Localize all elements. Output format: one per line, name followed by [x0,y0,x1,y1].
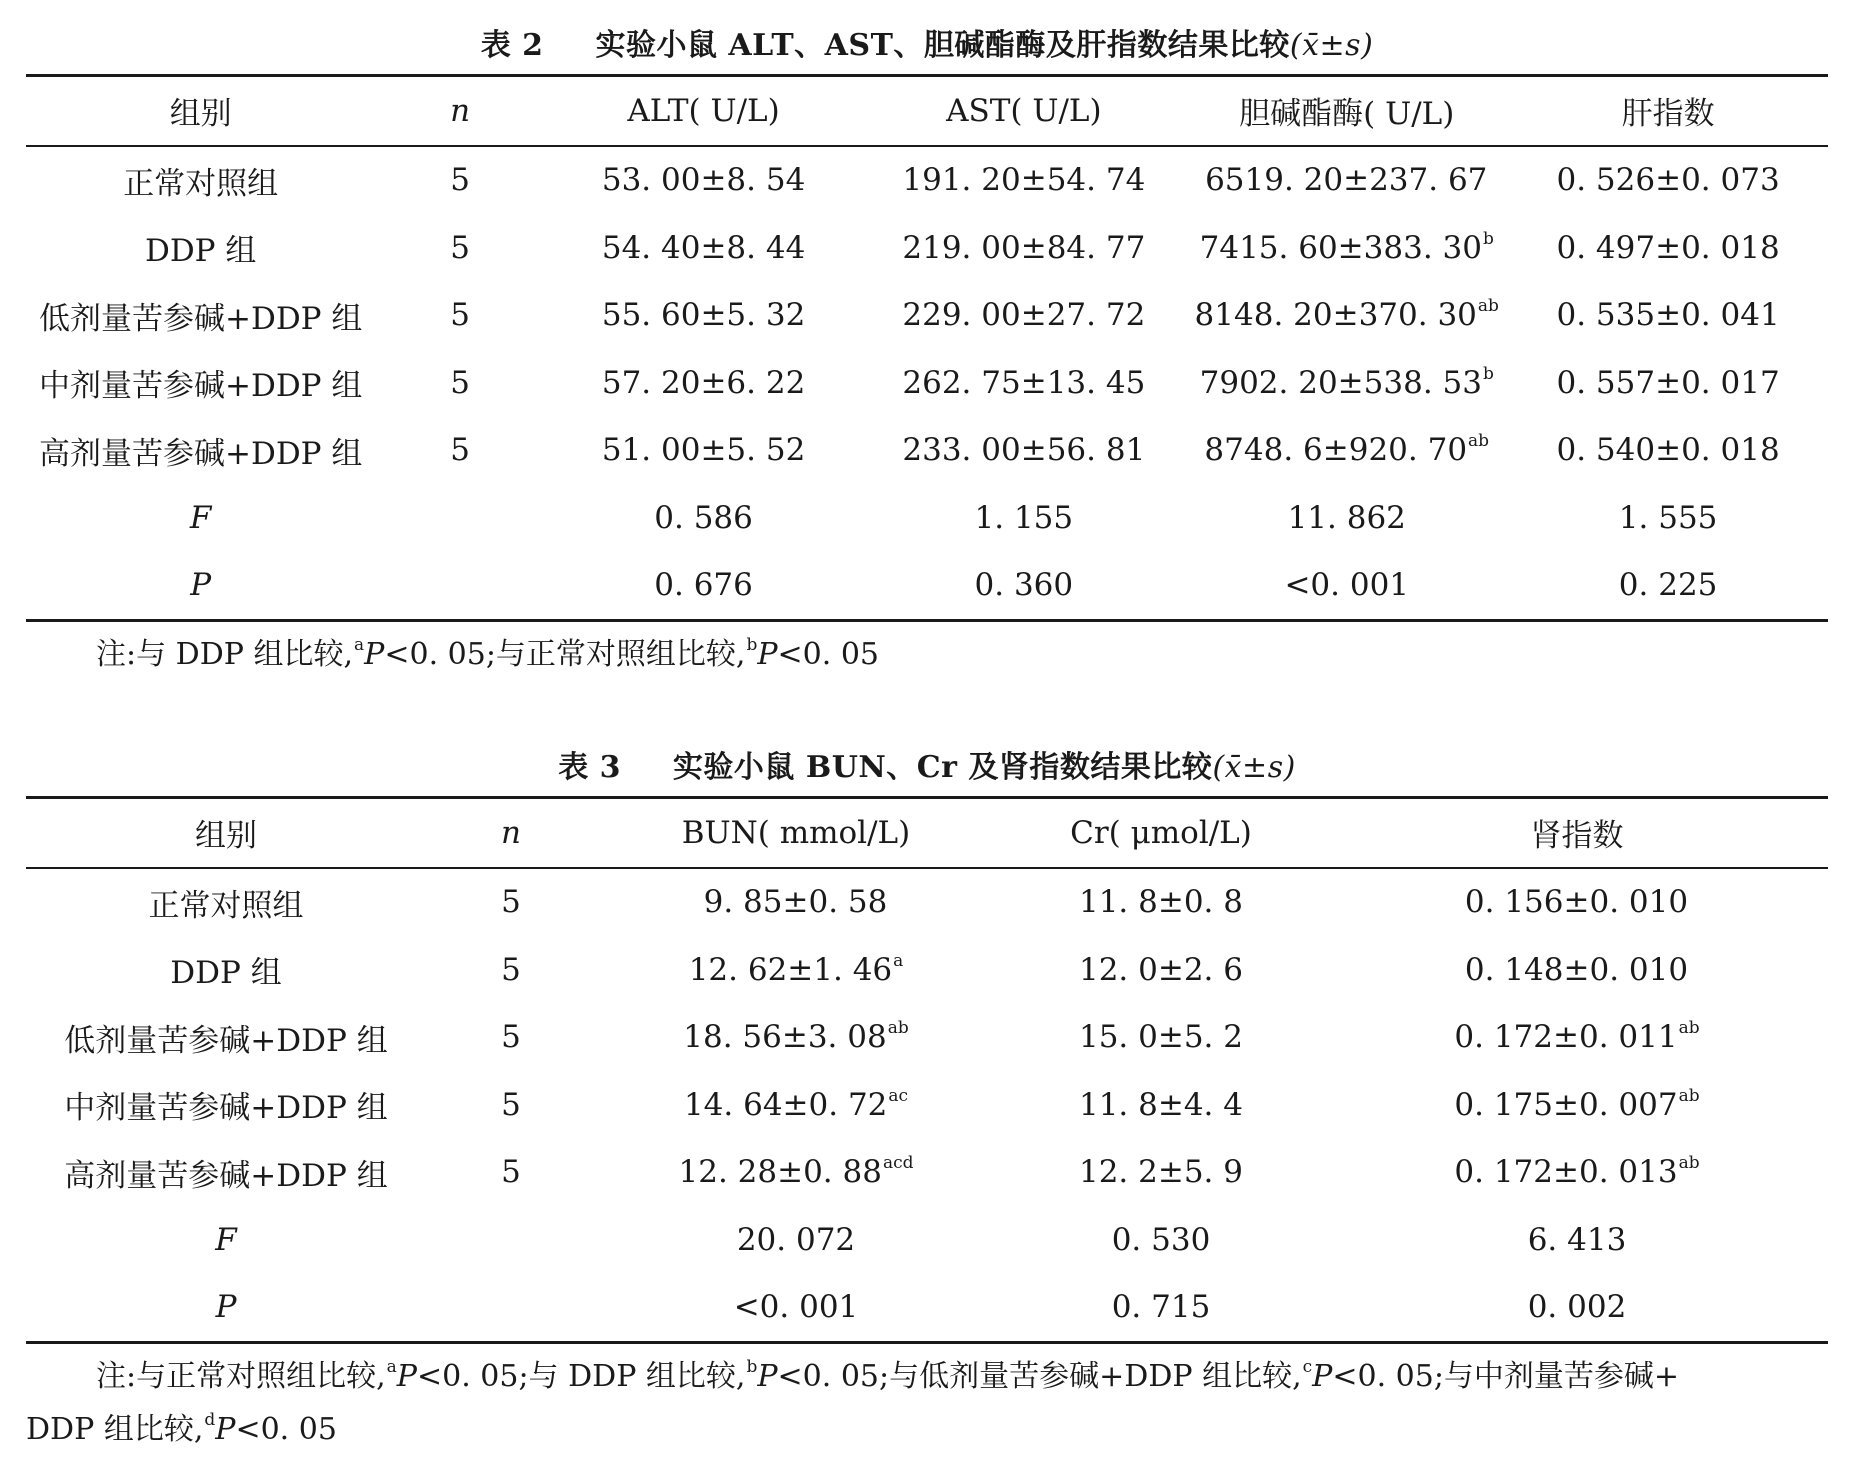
table2-header-che: 胆碱酯酶( U/L) [1185,76,1508,146]
bun-cell: <0. 001 [596,1274,996,1343]
liver-cell: 0. 526±0. 073 [1556,162,1780,199]
n-cell: 5 [501,884,521,921]
table2 [26,74,1828,622]
alt-cell: 0. 676 [545,552,863,621]
alt-cell: 53. 00±8. 54 [601,162,806,199]
n-cell: 5 [450,432,470,469]
bun-value: 18. 56±3. 08 [683,1019,887,1056]
kidney-cell [1326,1004,1828,1072]
alt-cell: 57. 20±6. 22 [601,364,806,401]
che-value: 7902. 20±538. 53 [1199,364,1482,401]
group-cell: 高剂量苦参碱+DDP 组 [64,1157,388,1194]
group-cell: 中剂量苦参碱+DDP 组 [38,368,363,405]
bun-cell [596,936,996,1004]
n-cell-empty [375,552,544,621]
che-cell [1185,214,1508,282]
che-sup: ab [1477,296,1499,317]
table-row [26,146,1828,215]
group-cell: 中剂量苦参碱+DDP 组 [64,1090,388,1127]
cr-cell: 12. 0±2. 6 [1078,951,1243,988]
table3-caption-stat: (x̄±s) [1212,750,1296,785]
che-value: 8748. 6±920. 70 [1204,432,1468,469]
table-row [26,282,1828,350]
f-label: F [215,1221,237,1258]
n-cell: 5 [450,162,470,199]
table2-caption-text: 实验小鼠 ALT、AST、胆碱酯酶及肝指数结果比较 [595,28,1290,63]
table3-header-bun: BUN( mmol/L) [596,798,996,868]
alt-cell: 55. 60±5. 32 [601,297,806,334]
group-cell: DDP 组 [144,233,257,270]
table2-caption-stat: (x̄±s) [1289,28,1374,63]
group-cell: 低剂量苦参碱+DDP 组 [38,300,363,337]
note-sup: d [204,1410,216,1430]
ast-cell: 219. 00±84. 77 [902,229,1146,266]
che-cell [1185,349,1508,417]
che-value: 7415. 60±383. 30 [1199,229,1482,266]
alt-cell: 54. 40±8. 44 [601,229,806,266]
bun-value: 12. 62±1. 46 [688,951,893,988]
alt-cell: 0. 586 [654,499,753,536]
table2-caption-label: 表 2 [480,28,544,63]
liver-cell: 0. 535±0. 041 [1556,297,1780,334]
note-text: <0. 05 [777,637,880,672]
n-cell: 5 [501,951,521,988]
note-p: P [757,637,778,672]
table-row [26,1139,1828,1207]
bun-cell [596,1004,996,1072]
table3-caption [0,742,1854,786]
table3-header-cr: Cr( μmol/L) [996,798,1326,868]
p-label: P [26,1274,426,1343]
p-stat-row [26,1274,1828,1343]
n-cell: 5 [450,364,470,401]
che-sup: b [1482,228,1494,249]
group-cell: 低剂量苦参碱+DDP 组 [64,1022,388,1059]
table-row [26,868,1828,937]
bun-cell: 20. 072 [736,1221,856,1258]
table-row [26,1071,1828,1139]
kidney-cell: 6. 413 [1527,1221,1627,1258]
che-cell [1185,282,1508,350]
note-text: <0. 05;与 DDP 组比较, [416,1359,746,1394]
table2-header-group: 组别 [26,76,375,146]
bun-cell [596,1071,996,1139]
che-cell [1185,146,1508,215]
note-text: <0. 05;与正常对照组比较, [384,637,746,672]
note-text: 注:与 DDP 组比较, [96,637,354,672]
n-cell-empty [426,1206,596,1274]
cr-cell: 15. 0±5. 2 [1078,1019,1243,1056]
table3-note-line-1 [26,1350,1828,1403]
n-cell: 5 [501,1086,521,1123]
note-p: P [215,1412,236,1447]
table3-caption-text: 实验小鼠 BUN、Cr 及肾指数结果比较 [672,750,1213,785]
table3 [26,796,1828,1344]
cr-cell: 12. 2±5. 9 [1078,1154,1243,1191]
bun-value: 14. 64±0. 72 [683,1086,888,1123]
note-sup: c [1302,1357,1313,1377]
group-cell: 正常对照组 [148,887,304,924]
p-stat-row [26,552,1828,621]
che-value: 8148. 20±370. 30 [1194,297,1477,334]
table3-header-group: 组别 [26,798,426,868]
kidney-sup: ab [1678,1153,1700,1174]
ast-cell: 262. 75±13. 45 [902,364,1146,401]
kidney-value: 0. 148±0. 010 [1464,951,1689,988]
note-text: <0. 05 [235,1412,337,1447]
table2-note [26,628,1828,681]
f-stat-row [26,484,1828,552]
table2-header-ast: AST( U/L) [862,76,1185,146]
f-stat-row [26,1206,1828,1274]
table3-header-row [26,798,1828,868]
n-cell-empty [375,484,544,552]
note-text: DDP 组比较, [26,1412,204,1447]
n-cell: 5 [501,1154,521,1191]
kidney-value: 0. 172±0. 011 [1454,1019,1678,1056]
kidney-sup: ab [1678,1018,1700,1039]
note-text: 注:与正常对照组比较, [96,1359,386,1394]
liver-cell: 1. 555 [1618,499,1718,536]
kidney-cell [1326,1071,1828,1139]
cr-cell: 0. 715 [996,1274,1326,1343]
table-row [26,936,1828,1004]
group-cell: 高剂量苦参碱+DDP 组 [38,435,363,472]
che-cell [1185,417,1508,485]
group-cell: DDP 组 [170,955,282,992]
liver-cell: 0. 497±0. 018 [1556,229,1780,266]
ast-cell: 1. 155 [974,499,1074,536]
f-label: F [189,499,212,536]
table2-header-row [26,76,1828,146]
note-p: P [364,637,385,672]
cr-cell: 11. 8±4. 4 [1078,1086,1243,1123]
table-row [26,417,1828,485]
alt-cell: 51. 00±5. 52 [601,432,806,469]
che-cell: 11. 862 [1287,499,1406,536]
kidney-cell [1326,1139,1828,1207]
table-row [26,1004,1828,1072]
ast-cell: 229. 00±27. 72 [902,297,1146,334]
bun-sup: ab [887,1018,909,1039]
kidney-value: 0. 172±0. 013 [1454,1154,1678,1191]
note-p: P [396,1359,417,1394]
table3-caption-label: 表 3 [558,750,622,785]
che-value: 6519. 20±237. 67 [1205,162,1488,199]
n-cell: 5 [450,297,470,334]
liver-cell: 0. 557±0. 017 [1556,364,1780,401]
kidney-value: 0. 156±0. 010 [1464,884,1689,921]
note-sup: a [354,635,365,655]
table3-header-kidney: 肾指数 [1326,798,1828,868]
kidney-cell [1326,936,1828,1004]
note-text: <0. 05;与中剂量苦参碱+ [1332,1359,1680,1394]
table2-header-liver: 肝指数 [1508,76,1828,146]
table2-header-n: n [375,76,544,146]
note-sup: b [746,635,758,655]
cr-cell: 0. 530 [1111,1221,1211,1258]
kidney-cell [1326,868,1828,937]
n-cell: 5 [501,1019,521,1056]
n-cell-empty [426,1274,596,1343]
che-sup: ab [1468,431,1490,452]
kidney-value: 0. 175±0. 007 [1454,1086,1678,1123]
note-sup: b [746,1357,758,1377]
table-row [26,349,1828,417]
note-text: <0. 05;与低剂量苦参碱+DDP 组比较, [777,1359,1302,1394]
che-sup: b [1482,363,1494,384]
liver-cell: 0. 225 [1508,552,1828,621]
ast-cell: 191. 20±54. 74 [902,162,1146,199]
ast-cell: 0. 360 [862,552,1185,621]
bun-sup: acd [882,1153,914,1174]
kidney-sup: ab [1678,1085,1700,1106]
bun-cell [596,1139,996,1207]
cr-cell: 11. 8±0. 8 [1078,884,1243,921]
table3-header-n: n [426,798,596,868]
liver-cell: 0. 540±0. 018 [1556,432,1780,469]
bun-value: 12. 28±0. 88 [678,1154,882,1191]
che-cell: <0. 001 [1185,552,1508,621]
bun-sup: ac [888,1085,909,1106]
table2-header-alt: ALT( U/L) [545,76,863,146]
table3-note-line-2 [26,1403,1828,1456]
n-cell: 5 [450,229,470,266]
kidney-cell: 0. 002 [1326,1274,1828,1343]
note-sup: a [386,1357,397,1377]
bun-sup: a [893,950,904,971]
table2-caption [0,20,1854,64]
table2-note-line [26,628,1828,681]
p-label: P [26,552,375,621]
table3-note [26,1350,1828,1456]
note-p: P [1312,1359,1333,1394]
bun-cell [596,868,996,937]
bun-value: 9. 85±0. 58 [703,884,888,921]
ast-cell: 233. 00±56. 81 [902,432,1146,469]
table-row [26,214,1828,282]
group-cell: 正常对照组 [123,165,279,202]
note-p: P [757,1359,778,1394]
